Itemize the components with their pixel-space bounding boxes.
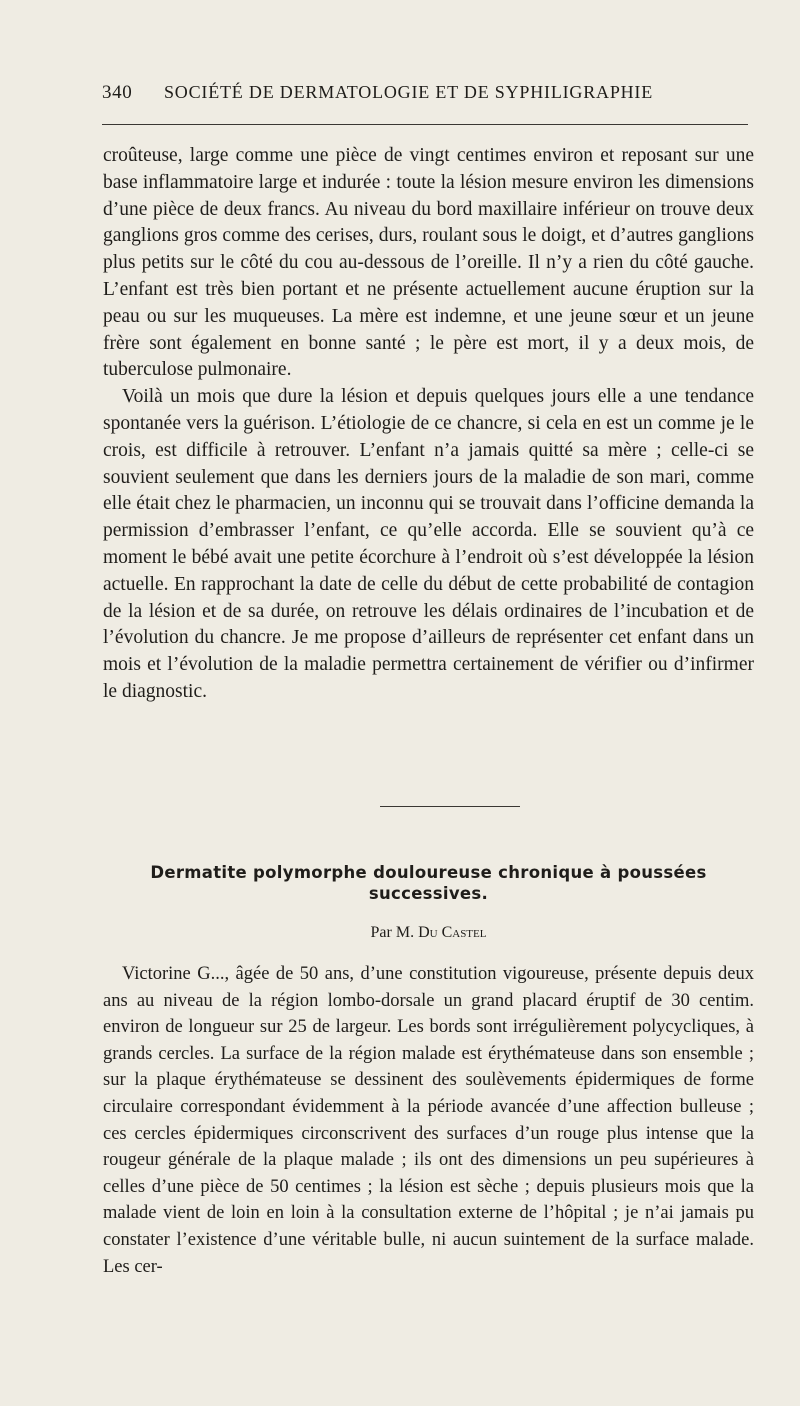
continuation-text	[103, 143, 754, 706]
running-title: SOCIÉTÉ DE DERMATOLOGIE ET DE SYPHILIGRAPHIE	[164, 82, 654, 102]
paragraph: Victorine G..., âgée de 50 ans, d’une constitution vigoureuse, présente depuis deux ans au niveau de la région lombo-dorsale un grand placard éruptif de 30 centim. environ de longueur sur 25 de largeur. Les bords sont irrégulièrement polycycliques, à grands cercles. La surface de la région malade est érythémateuse dans son ensemble ; sur la plaque érythémateuse se dessinent des soulèvements épidermiques de forme circulaire correspondant évidemment à la période avancée d’une affection bulleuse ; ces cercles épidermiques circonscrivent des surfaces d’un rouge plus intense que la rougeur générale de la plaque malade ; ils ont des dimensions un peu supérieures à celles d’une pièce de 50 centimes ; la lésion est sèche ; depuis plusieurs mois que la malade vient de loin en loin à la consultation externe de l’hôpital ; je n’ai jamais pu constater l’existence d’une véritable bulle, ni aucun suintement de la surface malade. Les cer-	[103, 964, 754, 1277]
section-divider	[380, 806, 520, 807]
article-text	[103, 961, 754, 1280]
header-rule	[102, 124, 748, 125]
article-title: Dermatite polymorphe douloureuse chronique à poussées successives.	[150, 863, 707, 903]
paragraph: Voilà un mois que dure la lésion et depuis quelques jours elle a une tendance spontanée vers la guérison. L’étiologie de ce chancre, si cela en est un comme je le crois, est difficile à retrouver. L’enfant n’a jamais quitté sa mère ; celle-ci se souvient seulement que dans les derniers jours de la maladie de son mari, comme elle était chez le pharmacien, un inconnu qui se trouvait dans l’officine demanda la permission d’embrasser l’enfant, ce qu’elle accorda. Elle se souvient qu’à ce moment le bébé avait une petite écorchure à l’endroit où s’est développée la lésion actuelle. En rapprochant la date de celle du début de cette probabilité de contagion de la lésion et de sa durée, on retrouve les délais ordinaires de l’incubation et de l’évolution du chancre. Je me propose d’ailleurs de représenter cet enfant dans un mois et l’évolution de la maladie permettra certainement de vérifier ou d’infirmer le diagnostic.	[103, 386, 754, 702]
paragraph: croûteuse, large comme une pièce de vingt centimes environ et reposant sur une base inflammatoire large et indurée : toute la lésion mesure environ les dimensions d’une pièce de deux francs. Au niveau du bord maxillaire inférieur on trouve deux ganglions gros comme des cerises, durs, roulant sous le doigt, et d’autres ganglions plus petits sur le côté du cou au-dessous de l’oreille. Il n’y a rien du côté gauche. L’enfant est très bien portant et ne présente actuellement aucune éruption sur la peau ou sur les muqueuses. La mère est indemne, et une jeune sœur et un jeune frère sont également en bonne santé ; le père est mort, il y a deux mois, de tuberculose pulmonaire.	[103, 145, 754, 381]
author-name: Du Castel	[418, 924, 487, 941]
article-byline	[103, 924, 754, 942]
author-prefix: Par M.	[370, 924, 415, 941]
page-number: 340	[102, 82, 133, 103]
page-header	[102, 82, 748, 104]
